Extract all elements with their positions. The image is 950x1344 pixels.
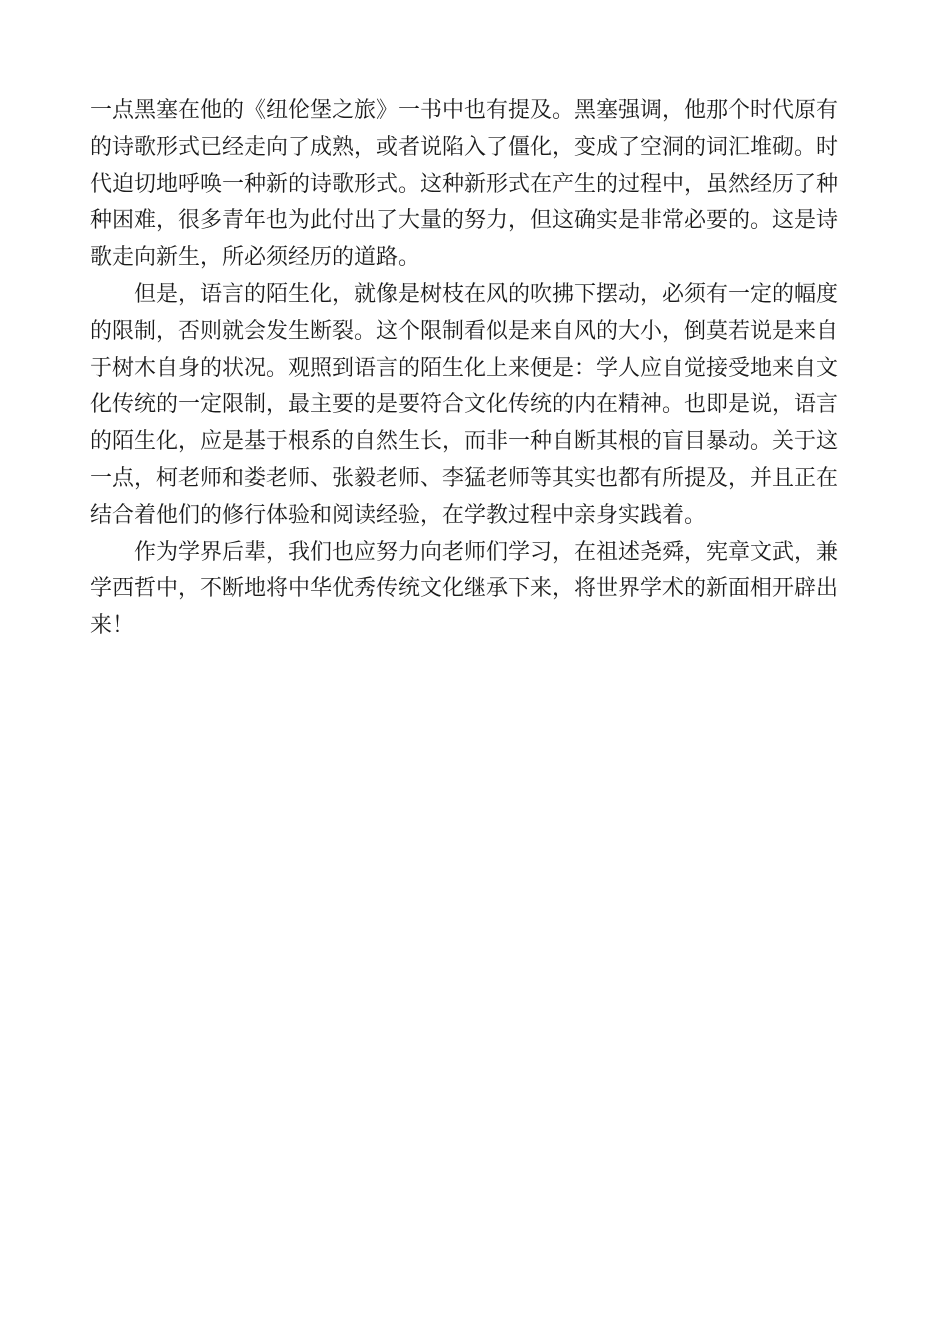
paragraph-first-line: 作为学界后辈，我们也应努力向老师们学习，在祖述尧舜，宪章文武，兼 — [134, 539, 839, 565]
paragraph-line: 代迫切地呼唤一种新的诗歌形式。这种新形式在产生的过程中，虽然经历了种 — [90, 171, 839, 197]
paragraph-1 — [90, 93, 860, 277]
paragraph-line: 一点，柯老师和娄老师、张毅老师、李猛老师等其实也都有所提及，并且正在 — [90, 465, 839, 491]
paragraph-line: 种困难，很多青年也为此付出了大量的努力，但这确实是非常必要的。这是诗 — [90, 208, 839, 234]
paragraph-line: 的诗歌形式已经走向了成熟，或者说陷入了僵化，变成了空洞的词汇堆砌。时 — [90, 134, 839, 160]
paragraph-line: 歌走向新生，所必须经历的道路。 — [90, 245, 421, 271]
paragraph-line: 的限制，否则就会发生断裂。这个限制看似是来自风的大小，倒莫若说是来自 — [90, 318, 839, 344]
paragraph-line: 化传统的一定限制，最主要的是要符合文化传统的内在精神。也即是说，语言 — [90, 392, 839, 418]
paragraph-line: 学西哲中，不断地将中华优秀传统文化继承下来，将世界学术的新面相开辟出 — [90, 576, 839, 602]
paragraph-line: 的陌生化，应是基于根系的自然生长，而非一种自断其根的盲目暴动。关于这 — [90, 429, 839, 455]
paragraph-2 — [90, 277, 860, 535]
paragraph-line: 一点黑塞在他的《纽伦堡之旅》一书中也有提及。黑塞强调，他那个时代原有 — [90, 98, 839, 123]
paragraph-line: 于树木自身的状况。观照到语言的陌生化上来便是：学人应自觉接受地来自文 — [90, 355, 839, 381]
paragraph-line: 来！ — [90, 613, 135, 639]
paragraph-line: 结合着他们的修行体验和阅读经验，在学教过程中亲身实践着。 — [90, 502, 707, 528]
paragraph-first-line: 但是，语言的陌生化，就像是树枝在风的吹拂下摆动，必须有一定的幅度 — [134, 281, 839, 307]
paragraph-3 — [90, 535, 860, 645]
body-text — [90, 93, 860, 645]
